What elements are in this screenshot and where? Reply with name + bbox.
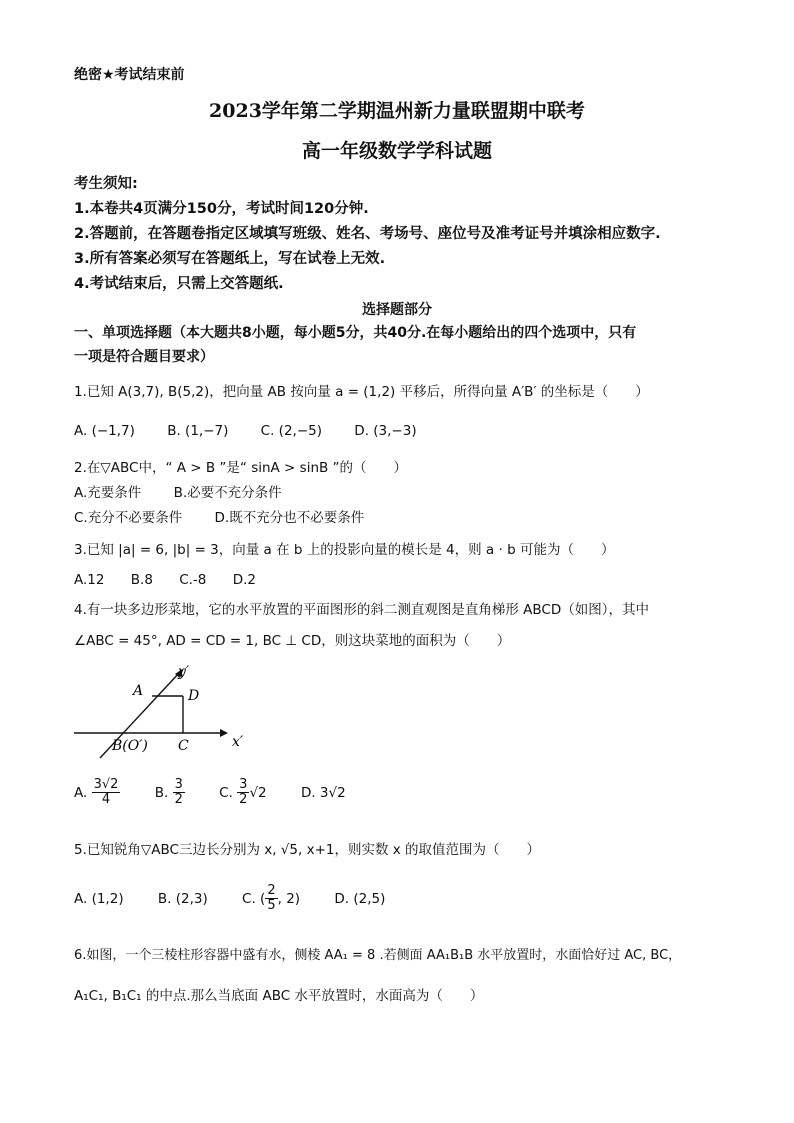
label-y: y′ [178,664,190,680]
fraction: $\frac{3}{2}$ [239,777,248,808]
question-1-options [74,423,445,439]
exam-title: 2023学年第二学期温州新力量联盟期中联考 [209,100,585,122]
question-4-options [74,778,346,808]
option-c: C. ( $\frac{2}{5}$ , 2) [242,883,301,914]
notice-item: 4.考试结束后，只需上交答题纸. [74,276,284,292]
option-b: B. $\frac{3}{2}$ [154,777,183,808]
part-title: 选择题部分 [362,302,432,318]
question-2-stem: 2.在▽ABC中，“ A > B ”是“ sinA > sinB ”的（ ） [74,460,408,476]
question-2-options-row2 [74,506,392,526]
label-a: A [133,683,144,699]
option-c: C.充分不必要条件 [74,510,183,526]
fraction: $\frac{3√2}{4}$ [93,777,119,808]
secret-label: 绝密★考试结束前 [74,67,185,83]
fraction: $\frac{2}{5}$ [267,883,276,914]
option-a: A. $\frac{3√2}{4}$ [74,777,119,808]
label-x: x′ [232,734,244,750]
label-d: D [188,688,200,704]
option-a: A.充要条件 [74,485,142,501]
option-b: B. (1,−7) [167,423,229,439]
question-5-options [74,884,385,914]
exam-subtitle: 高一年级数学学科试题 [301,140,492,162]
question-6-stem-cont: A₁C₁, B₁C₁ 的中点.那么当底面 ABC 水平放置时，水面高为（ ） [74,988,484,1004]
trapezoid-figure [70,660,244,760]
question-5-stem: 5.已知锐角▽ABC三边长分别为 x, √5, x+1，则实数 x 的取值范围为（ ） [74,842,541,858]
option-b: B. (2,3) [157,890,208,907]
question-4-stem: 4.有一块多边形菜地，它的水平放置的平面图形的斜二测直观图是直角梯形 ABCD（如图），其中 [74,602,650,618]
notice-item: 3.所有答案必须写在答题纸上，写在试卷上无效. [74,251,386,267]
option-d: D. 3√2 [300,784,346,801]
option-b: B.8 [130,572,153,588]
x-axis-arrow [220,729,228,737]
question-6-stem: 6.如图，一个三棱柱形容器中盛有水，侧棱 AA₁ = 8 .若侧面 AA₁B₁B 水平放置时，水面恰好过 AC, BC， [74,948,682,963]
question-4-stem-cont: ∠ABC = 45°, AD = CD = 1, BC ⊥ CD，则这块菜地的面积为（ ） [74,633,511,649]
option-d: D. (2,5) [334,890,386,907]
question-1-stem: 1.已知 A(3,7), B(5,2)，把向量 AB 按向量 a = (1,2) 平移后，所得向量 A′B′ 的坐标是（ ） [74,384,649,400]
option-b: B.必要不充分条件 [173,485,282,501]
section-heading: 一、单项选择题（本大题共8小题，每小题5分，共40分.在每小题给出的四个选项中，只有 [74,325,637,341]
option-d: D. (3,−3) [354,423,417,439]
option-a: A. (−1,7) [74,423,135,439]
option-c: C. $\frac{3}{2}$ √2 [219,777,267,808]
section-heading-cont: 一项是符合题目要求） [74,349,214,365]
option-a: A. (1,2) [74,890,124,907]
fraction: $\frac{3}{2}$ [174,777,183,808]
label-c: C [178,738,189,754]
notice-item: 1.本卷共4页满分150分，考试时间120分钟. [74,201,369,217]
option-a: A.12 [74,572,105,588]
option-c: C. (2,−5) [260,423,322,439]
question-3-stem: 3.已知 |a| = 6, |b| = 3，向量 a 在 b 上的投影向量的模长是 4，则 a · b 可能为（ ） [74,542,615,558]
question-3-options [74,572,284,588]
option-d: D.既不充分也不必要条件 [214,510,365,526]
option-c: C.-8 [179,572,207,588]
question-2-options-row1 [74,481,310,501]
label-b: B(O′) [112,738,148,754]
option-d: D.2 [232,572,256,588]
notice-heading: 考生须知: [74,176,138,192]
notice-item: 2.答题前，在答题卷指定区域填写班级、姓名、考场号、座位号及准考证号并填涂相应数字. [74,226,661,242]
